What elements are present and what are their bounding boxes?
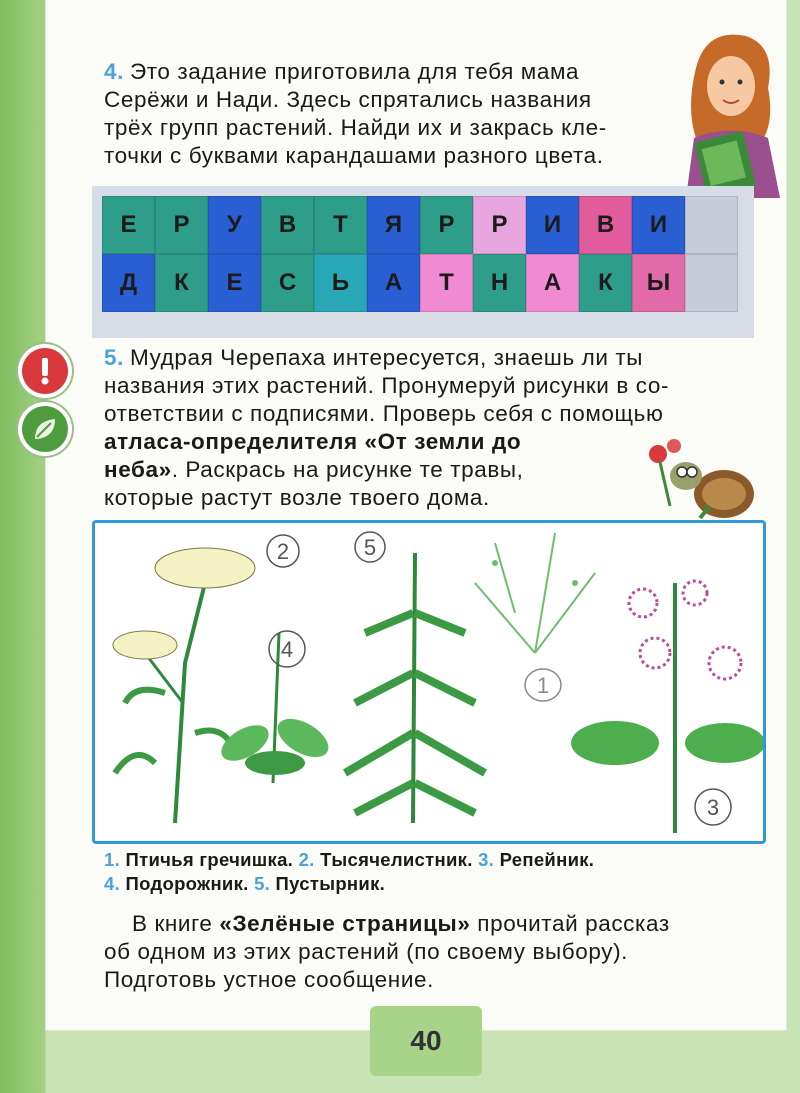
girl-with-book-illustration (676, 28, 786, 198)
task-4-line-4: точки с буквами карандашами разного цвета. (104, 143, 604, 168)
plants-drawing (95, 523, 763, 841)
task-4-line-3: трёх групп растений. Найди их и закрась кле- (104, 115, 607, 140)
task-5-line-2: названия этих растений. Пронумеруй рисунки в со- (104, 373, 670, 398)
burdock-plant (571, 581, 763, 833)
grid-cell: И (526, 196, 579, 254)
grid-cell (685, 254, 738, 312)
letter-grid (102, 196, 738, 312)
plant-number-labels (267, 532, 731, 825)
grid-cell: Д (102, 254, 155, 312)
knotweed-plant (475, 533, 595, 701)
grid-cell: В (579, 196, 632, 254)
grid-cell: Ь (314, 254, 367, 312)
grid-cell: А (367, 254, 420, 312)
task-5-line-4: атласа-определителя «От земли до (104, 429, 522, 454)
task-4-line-2: Серёжи и Нади. Здесь спрятались названия (104, 87, 592, 112)
task-4-line-1: 4. Это задание приготовила для тебя мама (104, 59, 580, 84)
grid-cell: К (155, 254, 208, 312)
page-number: 40 (370, 1006, 482, 1076)
caption-line-1: 1. Птичья гречишка. 2. Тысячелистник. 3. Репейник. (104, 849, 595, 870)
grid-cell: Р (473, 196, 526, 254)
grid-cell: Е (102, 196, 155, 254)
plant-captions (104, 848, 764, 896)
plant-label-yarrow: 2 (276, 539, 290, 564)
plant-label-motherwort: 5 (363, 535, 377, 560)
task-5-line-6: которые растут возле твоего дома. (104, 485, 490, 510)
important-badge (22, 348, 68, 394)
plant-label-knotweed: 1 (536, 673, 550, 698)
plant-label-burdock: 3 (706, 795, 720, 820)
task-5-line-3: ответствии с подписями. Проверь себя с помощью (104, 401, 664, 426)
grid-cell: А (526, 254, 579, 312)
grid-cell: Р (420, 196, 473, 254)
grid-cell: И (632, 196, 685, 254)
reading-line-1: В книге «Зелёные страницы» прочитай рассказ (132, 911, 670, 936)
plants-illustration (92, 520, 766, 844)
reading-line-2: об одном из этих растений (по своему выбору). (104, 939, 629, 964)
exclamation-icon (35, 356, 55, 386)
grid-cell: Н (473, 254, 526, 312)
task-number: 5. (104, 345, 124, 370)
letter-grid-photo (92, 186, 754, 338)
grid-cell (685, 196, 738, 254)
task-5-line-1: 5. Мудрая Черепаха интересуется, знаешь ли ты (104, 345, 644, 370)
turtle-illustration (640, 436, 756, 526)
grid-cell: Е (208, 254, 261, 312)
grid-cell: В (261, 196, 314, 254)
task-number: 4. (104, 59, 124, 84)
grid-cell: Р (155, 196, 208, 254)
grid-cell: Я (367, 196, 420, 254)
grid-cell: У (208, 196, 261, 254)
grid-cell: Т (420, 254, 473, 312)
task-5-line-5: неба». Раскрась на рисунке те травы, (104, 457, 524, 482)
leaf-icon (31, 415, 59, 443)
reading-line-3: Подготовь устное сообщение. (104, 967, 434, 992)
task-4-text (104, 58, 664, 170)
grid-cell: Т (314, 196, 367, 254)
yarrow-plant (113, 548, 255, 823)
motherwort-plant (345, 553, 485, 823)
plantain-plant (215, 633, 334, 783)
grid-cell: К (579, 254, 632, 312)
nature-badge (22, 406, 68, 452)
grid-cell: С (261, 254, 314, 312)
plant-label-plantain: 4 (280, 637, 294, 662)
caption-line-2: 4. Подорожник. 5. Пустырник. (104, 873, 386, 894)
reading-task-text (104, 910, 758, 994)
grid-cell: Ы (632, 254, 685, 312)
